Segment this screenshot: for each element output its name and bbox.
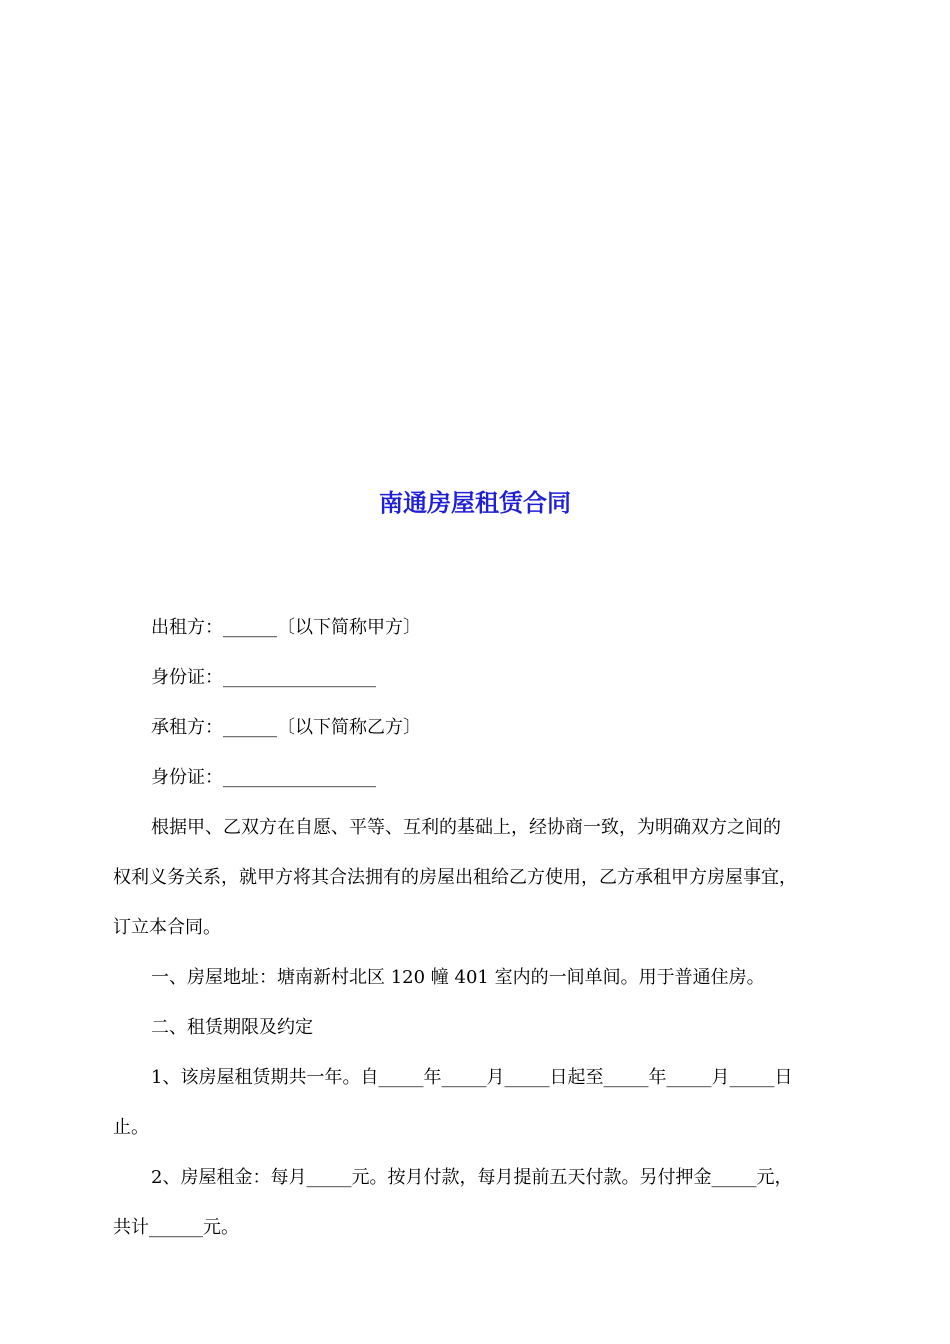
preamble-line-2: 权利义务关系，就甲方将其合法拥有的房屋出租给乙方使用，乙方承租甲方房屋事宜， [113, 867, 797, 888]
document-title: 南通房屋租赁合同 [379, 489, 571, 517]
item-rent-line-1: 2、房屋租金：每月_____元。按月付款，每月提前五天付款。另付押金_____元， [151, 1167, 793, 1188]
lessor-id-line: 身份证：_________________ [151, 667, 376, 688]
lessor-line: 出租方：______〔以下简称甲方〕 [151, 617, 421, 638]
item-term-line-1: 1、该房屋租赁期共一年。自_____年_____月_____日起至_____年_____月_____日 [151, 1067, 793, 1088]
item-term-line-2: 止。 [113, 1117, 149, 1138]
preamble-line-1: 根据甲、乙双方在自愿、平等、互利的基础上，经协商一致，为明确双方之间的 [151, 817, 781, 838]
document-body [113, 603, 838, 1253]
clause-address: 一、房屋地址：塘南新村北区 120 幢 401 室内的一间单间。用于普通住房。 [151, 967, 765, 988]
clause-term-heading: 二、租赁期限及约定 [151, 1017, 313, 1038]
preamble-line-3: 订立本合同。 [113, 917, 221, 938]
lessee-line: 承租方：______〔以下简称乙方〕 [151, 717, 421, 738]
item-rent-line-2: 共计______元。 [113, 1217, 239, 1238]
lessee-id-line: 身份证：_________________ [151, 767, 376, 788]
